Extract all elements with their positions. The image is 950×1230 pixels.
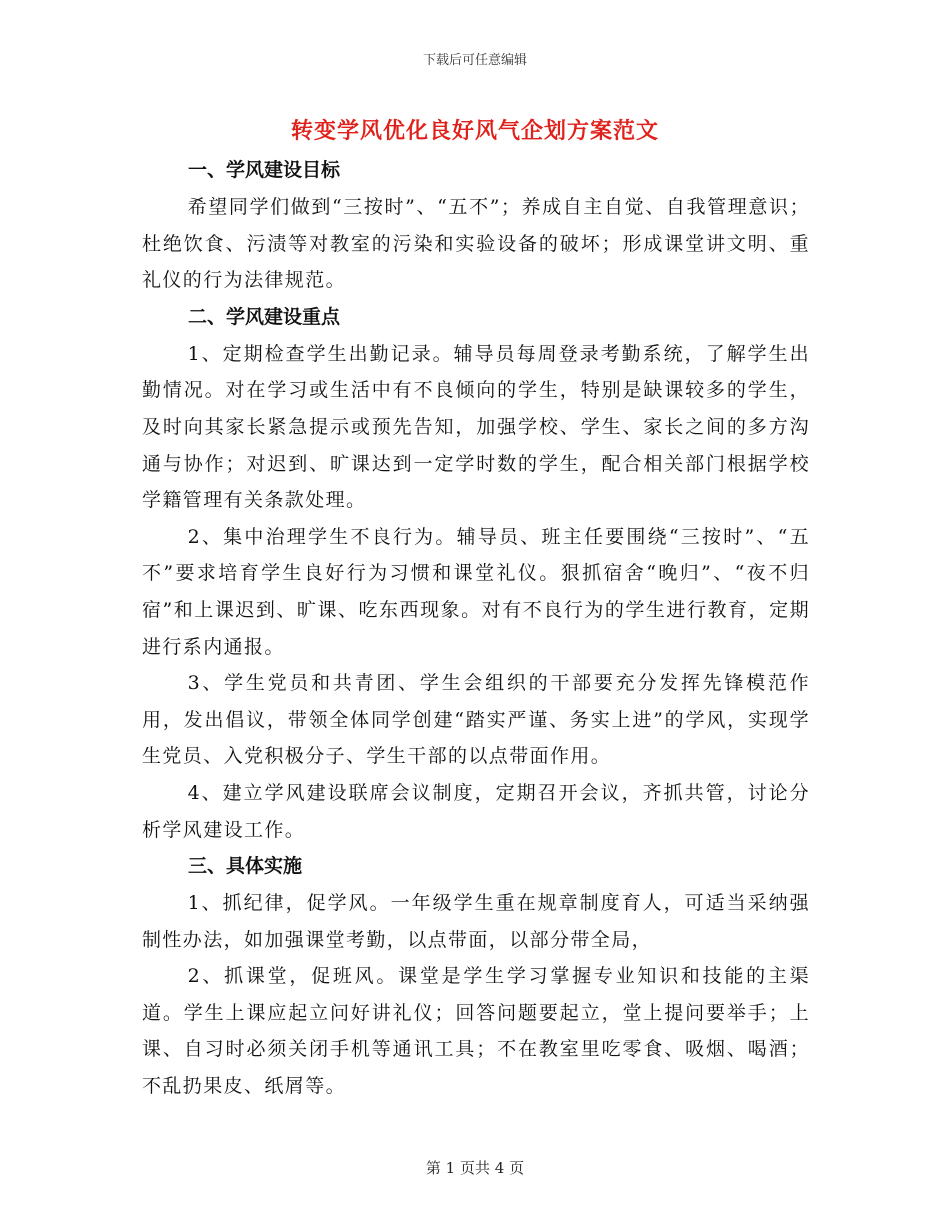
section-2-paragraph-2: 2、集中治理学生不良行为。辅导员、班主任要围绕“三按时”、“五不”要求培育学生良好行为习惯和课堂礼仪。狠抓宿舍“晚归”、“夜不归宿”和上课迟到、旷课、吃东西现象。对有不良行为的学生进行教育，定期进行系内通报。	[142, 525, 810, 658]
section-2-paragraph-4: 4、建立学风建设联席会议制度，定期召开会议，齐抓共管，讨论分析学风建设工作。	[142, 781, 810, 841]
section-3-heading: 三、具体实施	[188, 855, 303, 878]
section-1-heading: 一、学风建设目标	[188, 159, 341, 181]
document-title: 转变学风优化良好风气企划方案范文	[290, 118, 659, 144]
section-2-heading: 二、学风建设重点	[188, 305, 341, 328]
page-footer-number: 第 1 页共 4 页	[425, 1159, 525, 1177]
section-2-paragraph-3: 3、学生党员和共青团、学生会组织的干部要充分发挥先锋模范作用，发出倡议，带领全体同学创建“踏实严谨、务实上进”的学风，实现学生党员、入党积极分子、学生干部的以点带面作用。	[142, 672, 810, 768]
page-header-note: 下载后可任意编辑	[422, 53, 527, 68]
section-2-paragraph-1: 1、定期检查学生出勤记录。辅导员每周登录考勤系统，了解学生出勤情况。对在学习或生活中有不良倾向的学生，特别是缺课较多的学生，及时向其家长紧急提示或预先告知，加强学校、学生、家长之间的多方沟通与协作；对迟到、旷课达到一定学时数的学生，配合相关部门根据学校学籍管理有关条款处理。	[142, 342, 810, 512]
section-1-paragraph-1: 希望同学们做到“三按时”、“五不”；养成自主自觉、自我管理意识；杜绝饮食、污渍等对教室的污染和实验设备的破坏；形成课堂讲文明、重礼仪的行为法律规范。	[142, 196, 810, 292]
section-3-paragraph-1: 1、抓纪律，促学风。一年级学生重在规章制度育人，可适当采纳强制性办法，如加强课堂考勤，以点带面，以部分带全局，	[142, 892, 810, 951]
document-body	[142, 152, 810, 1105]
section-3-paragraph-2: 2、抓课堂，促班风。课堂是学生学习掌握专业知识和技能的主渠道。学生上课应起立问好讲礼仪；回答问题要起立，堂上提问要举手；上课、自习时必须关闭手机等通讯工具；不在教室里吃零食、吸烟、喝酒；不乱扔果皮、纸屑等。	[142, 965, 810, 1098]
